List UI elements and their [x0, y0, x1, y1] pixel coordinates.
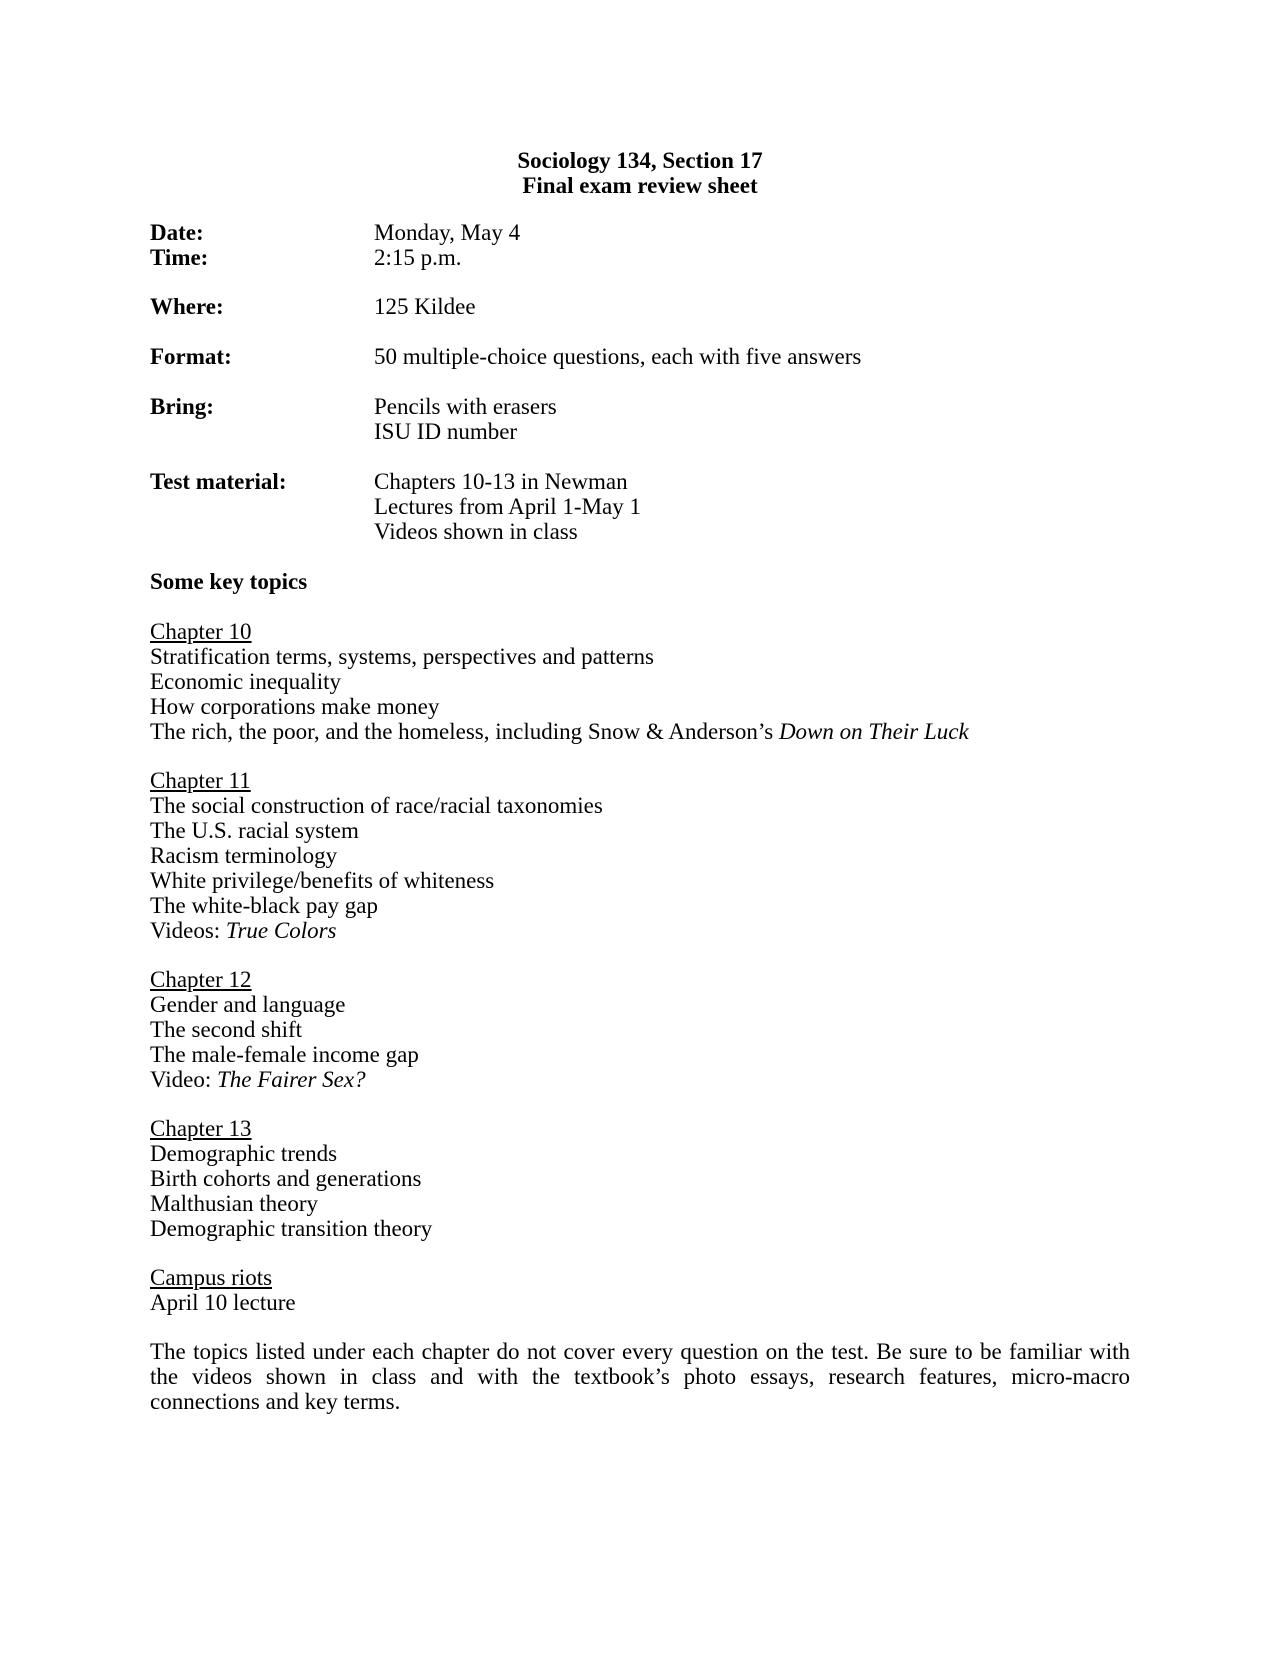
format-label: Format:: [150, 344, 232, 369]
bring-label: Bring:: [150, 394, 214, 419]
material-row: [150, 469, 1130, 544]
format-row: [150, 344, 1130, 369]
key-topics-heading: Some key topics: [150, 569, 308, 594]
video-title: The Fairer Sex?: [216, 1067, 366, 1092]
format-value: 50 multiple-choice questions, each with five answers: [374, 344, 862, 369]
topic-item: Malthusian theory: [150, 1191, 318, 1216]
material-value: Chapters 10-13 in Newman: [374, 469, 628, 494]
topic-item: How corporations make money: [150, 694, 440, 719]
video-title: True Colors: [225, 918, 337, 943]
video-prefix: Videos:: [150, 918, 226, 943]
topic-item: Gender and language: [150, 992, 346, 1017]
material-value: Videos shown in class: [374, 519, 578, 544]
date-row: [150, 220, 1130, 245]
chapter-12-title: Chapter 12: [150, 967, 252, 992]
document-page: [150, 148, 1130, 1414]
chapter-13-title: Chapter 13: [150, 1116, 252, 1141]
topic-item: The social construction of race/racial taxonomies: [150, 793, 603, 818]
time-label: Time:: [150, 245, 209, 270]
topic-item: White privilege/benefits of whiteness: [150, 868, 495, 893]
topic-item: [150, 719, 1130, 744]
topic-item: April 10 lecture: [150, 1290, 296, 1315]
topic-item: Demographic trends: [150, 1141, 338, 1166]
exam-info: [150, 220, 1130, 544]
topic-item: The male-female income gap: [150, 1042, 419, 1067]
topic-text: The rich, the poor, and the homeless, including Snow & Anderson’s: [150, 719, 779, 744]
topic-item: The white-black pay gap: [150, 893, 378, 918]
chapter-12-section: [150, 967, 1130, 1092]
material-label: Test material:: [150, 469, 287, 494]
material-value: Lectures from April 1-May 1: [374, 494, 641, 519]
title-line-sheet: Final exam review sheet: [522, 173, 758, 198]
closing-paragraph: The topics listed under each chapter do not cover every question on the test. Be sure to be familiar with the videos shown in class and with the textbook’s photo essays, research features, micro-macro connections and key terms.: [150, 1339, 1130, 1414]
topic-item: Economic inequality: [150, 669, 341, 694]
title-line-course: Sociology 134, Section 17: [517, 148, 763, 173]
book-title: Down on Their Luck: [778, 719, 969, 744]
chapter-11-title: Chapter 11: [150, 768, 251, 793]
topic-item: [150, 1067, 1130, 1092]
chapter-10-section: [150, 619, 1130, 744]
document-title: [150, 148, 1130, 198]
bring-value: Pencils with erasers: [374, 394, 557, 419]
topic-item: Racism terminology: [150, 843, 338, 868]
topic-item: Demographic transition theory: [150, 1216, 433, 1241]
chapter-10-title: Chapter 10: [150, 619, 252, 644]
time-row: [150, 245, 1130, 270]
topic-item: The U.S. racial system: [150, 818, 359, 843]
topic-item: Stratification terms, systems, perspectives and patterns: [150, 644, 654, 669]
time-value: 2:15 p.m.: [374, 245, 462, 270]
date-label: Date:: [150, 220, 204, 245]
bring-value: ISU ID number: [374, 419, 518, 444]
campus-riots-title: Campus riots: [150, 1265, 273, 1290]
campus-riots-section: [150, 1265, 1130, 1315]
where-label: Where:: [150, 294, 224, 319]
date-value: Monday, May 4: [374, 220, 521, 245]
chapter-11-section: [150, 768, 1130, 943]
chapter-13-section: [150, 1116, 1130, 1241]
where-value: 125 Kildee: [374, 294, 476, 319]
topic-item: Birth cohorts and generations: [150, 1166, 422, 1191]
topic-item: The second shift: [150, 1017, 303, 1042]
bring-row: [150, 394, 1130, 444]
where-row: [150, 294, 1130, 319]
video-prefix: Video:: [150, 1067, 217, 1092]
topic-item: [150, 918, 1130, 943]
